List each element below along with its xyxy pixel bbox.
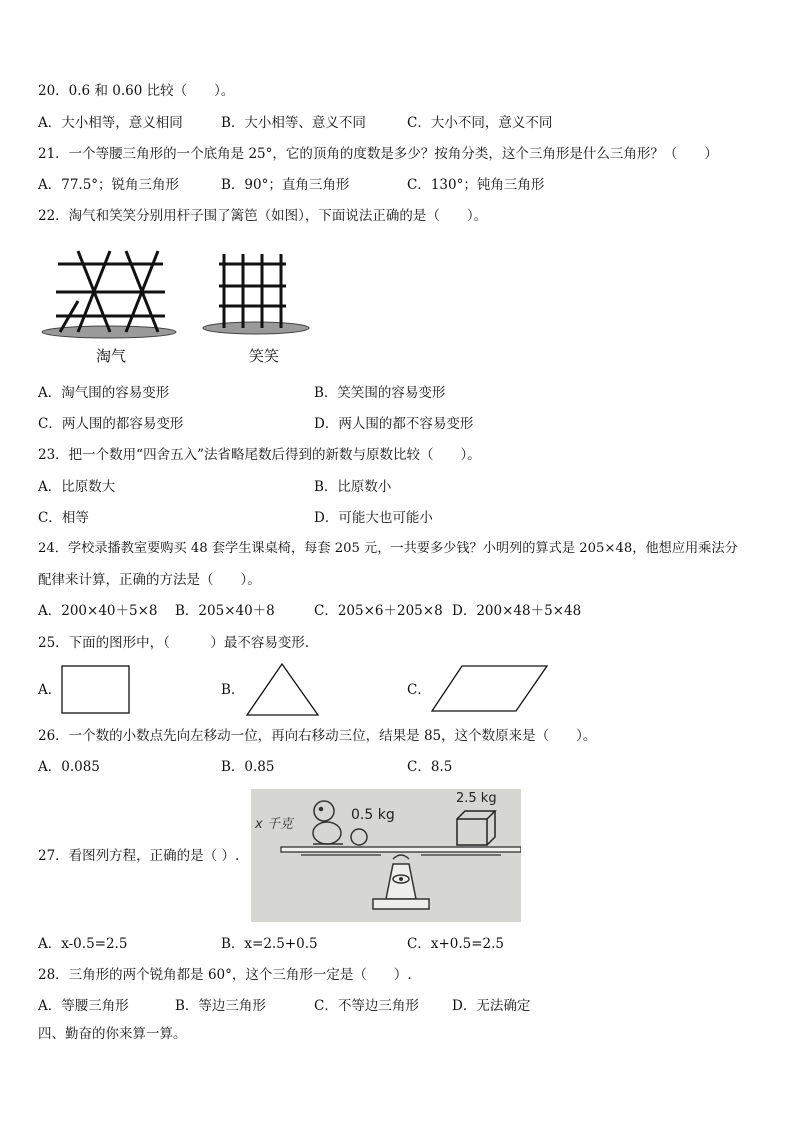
- triangle-icon: [245, 662, 321, 718]
- q28-option-c: C．不等边三角形: [314, 998, 419, 1014]
- q24-stem-line2: 配律来计算，正确的方法是（ ）。: [38, 572, 261, 588]
- q26-option-a: A．0.085: [38, 759, 100, 775]
- q23-option-b: B．比原数小: [314, 479, 392, 495]
- taoqi-label: 淘气: [96, 347, 127, 365]
- q23-option-d: D．可能大也可能小: [314, 510, 433, 526]
- xiaoxiao-label: 笑笑: [249, 347, 280, 365]
- q26-option-b: B．0.85: [221, 759, 275, 775]
- q20-option-a: A．大小相等，意义相同: [38, 115, 183, 131]
- q22-option-d: D．两人围的都不容易变形: [314, 416, 474, 432]
- q24-option-d: D．200×48＋5×48: [452, 603, 582, 619]
- q27-option-a: A．x-0.5=2.5: [38, 936, 128, 952]
- q21-option-a: A．77.5°；锐角三角形: [38, 177, 180, 193]
- taoqi-fence-figure: [38, 246, 183, 342]
- q24-option-c: C．205×6＋205×8: [314, 603, 443, 619]
- q20-stem: 20．0.6 和 0.60 比较（ ）。: [38, 83, 235, 99]
- xiaoxiao-fence-figure: [201, 246, 311, 342]
- q25-option-b: B．: [221, 682, 245, 698]
- q24-stem-line1: 24．学校录播教室要购买 48 套学生课桌椅，每套 205 元，一共要多少钱？小明列的算式是 205×48，他想应用乘法分: [38, 541, 738, 556]
- q22-stem: 22．淘气和笑笑分别用杆子围了篱笆（如图），下面说法正确的是（ ）。: [38, 208, 488, 224]
- parallelogram-icon: [430, 664, 550, 714]
- q23-option-a: A．比原数大: [38, 479, 116, 495]
- q22-option-b: B．笑笑围的容易变形: [314, 385, 446, 401]
- q21-option-b: B．90°；直角三角形: [221, 177, 350, 193]
- q22-option-a: A．淘气围的容易变形: [38, 385, 170, 401]
- q26-stem: 26．一个数的小数点先向左移动一位，再向右移动三位，结果是 85，这个数原来是（ ）。: [38, 728, 597, 744]
- q27-option-c: C．x+0.5=2.5: [407, 936, 505, 952]
- q27-option-b: B．x=2.5+0.5: [221, 936, 318, 952]
- x-kg-label: x 千克: [255, 817, 293, 832]
- scale-beam: [281, 847, 521, 852]
- q24-option-b: B．205×40＋8: [175, 603, 275, 619]
- q26-option-c: C．8.5: [407, 759, 453, 775]
- two-half-kg-label: 2.5 kg: [456, 791, 497, 806]
- q27-stem: 27．看图列方程，正确的是（ ）.: [38, 848, 240, 864]
- q24-option-a: A．200×40＋5×8: [38, 603, 158, 619]
- q20-option-c: C．大小不同，意义不同: [407, 115, 553, 131]
- q22-option-c: C．两人围的都容易变形: [38, 416, 184, 432]
- half-kg-label: 0.5 kg: [351, 807, 395, 823]
- q23-option-c: C．相等: [38, 510, 89, 526]
- q28-stem: 28．三角形的两个锐角都是 60°，这个三角形一定是（ ）.: [38, 967, 412, 983]
- q25-stem: 25．下面的图形中，（ ）最不容易变形.: [38, 635, 310, 651]
- q21-stem: 21．一个等腰三角形的一个底角是 25°，它的顶角的度数是多少？按角分类，这个三角形是什么三角形？（ ）: [38, 146, 718, 162]
- q25-option-c: C．: [407, 682, 431, 698]
- balance-scale-photo: [251, 789, 521, 922]
- q28-option-a: A．等腰三角形: [38, 998, 129, 1014]
- q28-option-b: B．等边三角形: [175, 998, 266, 1014]
- section4-title: 四、勤奋的你来算一算。: [38, 1026, 187, 1042]
- q25-option-a: A．: [38, 682, 62, 698]
- q23-stem: 23．把一个数用“四舍五入”法省略尾数后得到的新数与原数比较（ ）。: [38, 447, 481, 463]
- q28-option-d: D．无法确定: [452, 998, 531, 1014]
- q20-option-b: B．大小相等、意义不同: [221, 115, 366, 131]
- rectangle-icon: [60, 664, 132, 716]
- q21-option-c: C．130°；钝角三角形: [407, 177, 545, 193]
